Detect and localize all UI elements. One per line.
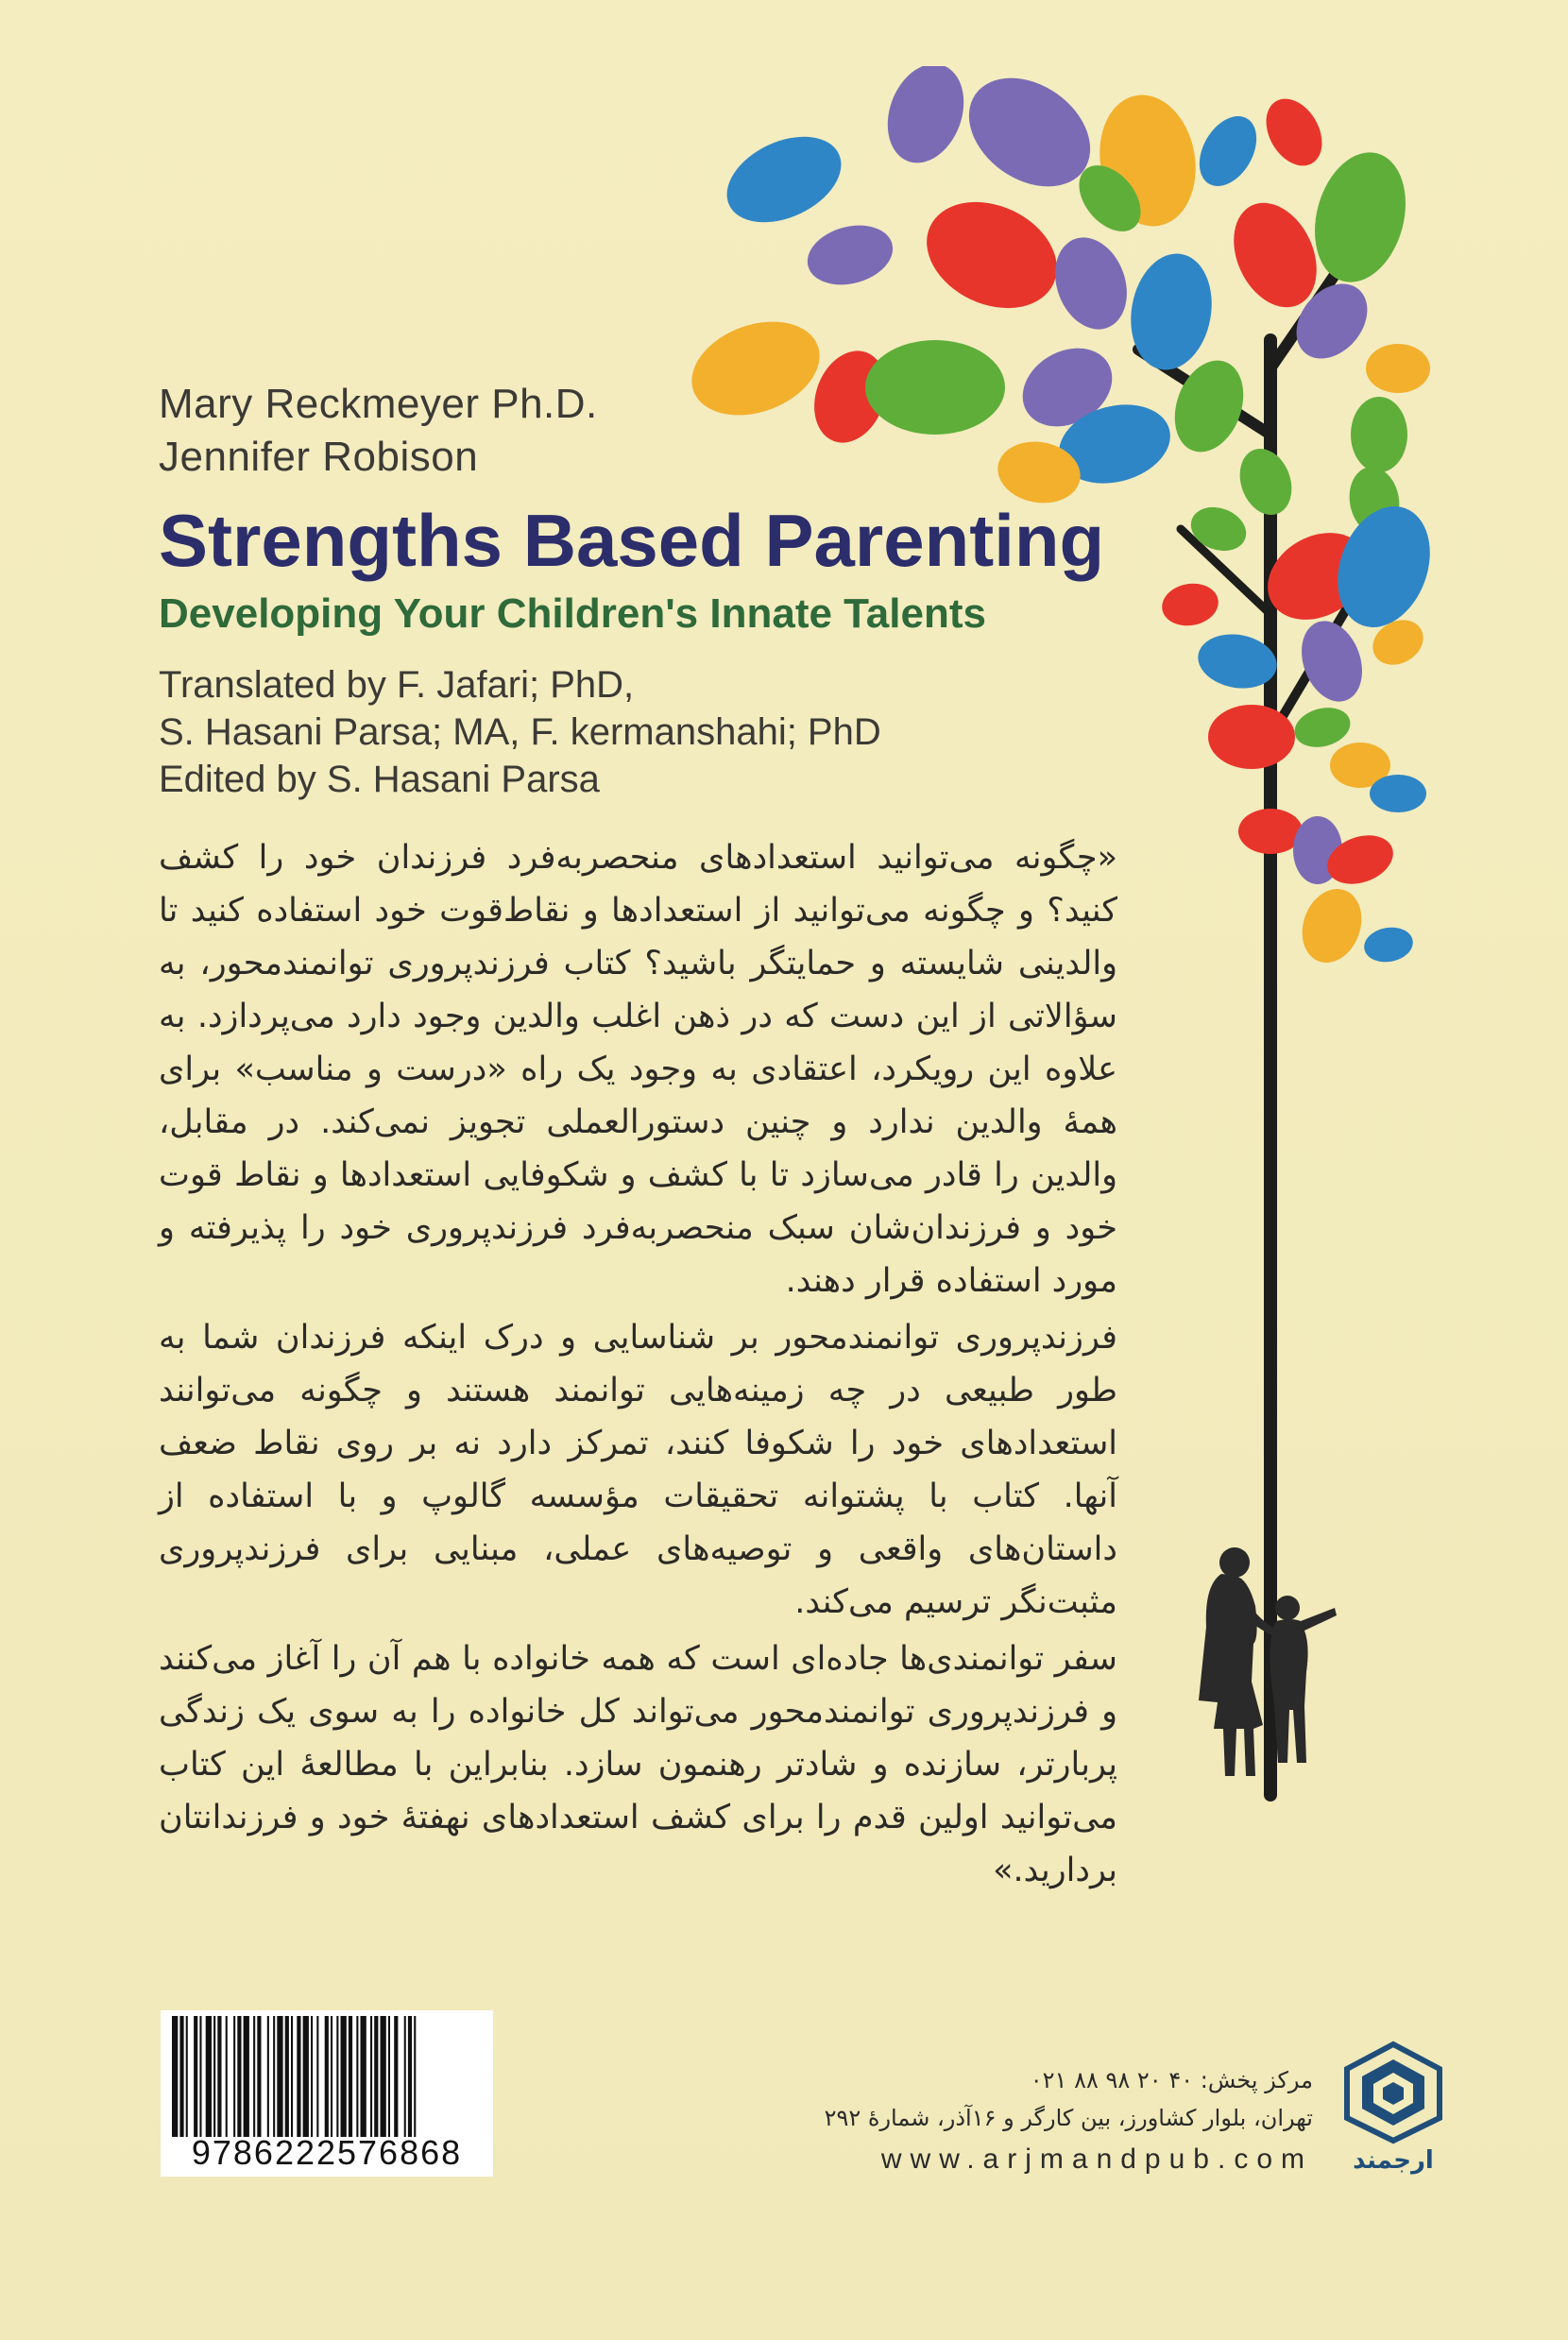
barcode-bar	[253, 2016, 255, 2137]
barcode-bar	[414, 2016, 416, 2137]
barcode-bar	[172, 2016, 178, 2137]
tree-leaf	[1370, 775, 1426, 812]
barcode-bar	[217, 2016, 221, 2137]
distribution-phone: مرکز پخش: ۴۰ ۲۰ ۹۸ ۸۸ ۰۲۱	[1030, 2067, 1313, 2093]
barcode-bar	[331, 2016, 332, 2137]
barcode-bar	[374, 2016, 378, 2137]
editor-line: Edited by S. Hasani Parsa	[159, 759, 600, 800]
barcode-bar	[233, 2016, 235, 2137]
tree-leaf	[875, 66, 977, 174]
barcode-bar	[388, 2016, 390, 2137]
tree-leaf	[1301, 142, 1419, 292]
publisher-website: www.arjmandpub.com	[880, 2144, 1313, 2175]
barcode-bar	[381, 2016, 386, 2137]
barcode-bar	[194, 2016, 197, 2137]
tree-leaf	[1366, 344, 1430, 393]
barcode-bar	[213, 2016, 215, 2137]
translator-line: S. Hasani Parsa; MA, F. kermanshahi; PhD	[159, 711, 881, 753]
barcode-bar	[394, 2016, 398, 2137]
tree-leaf	[1290, 702, 1355, 753]
book-title: Strengths Based Parenting	[159, 499, 1105, 582]
arjmand-logo-icon	[1341, 2041, 1445, 2144]
tree-leaf	[910, 181, 1074, 328]
barcode-bar	[349, 2016, 352, 2137]
tree-leaf	[1043, 228, 1139, 340]
barcode-bar	[237, 2016, 241, 2137]
blurb-paragraph: فرزندپروری توانمندمحور بر شناسایی و درک اینکه فرزندان شما به طور طبیعی در چه زمینه‌هایی توانمند هستند و چگونه می‌توانند استعدادهای خود را شکوفا کنند، تمرکز دارد نه بر روی نقاط ضعف آنها. کتاب با پشتوانه تحقیقات مؤسسه گالوپ و با استفاده از داستان‌های واقعی و توصیه‌های عملی، مبنایی برای فرزندپروری مثبت‌نگر ترسیم می‌کند.	[159, 1319, 1117, 1621]
barcode-bar	[244, 2016, 249, 2137]
book-subtitle: Developing Your Children's Innate Talents	[159, 590, 986, 637]
barcode-bar	[273, 2016, 275, 2137]
barcode-bar	[226, 2016, 228, 2137]
barcode-bar	[311, 2016, 313, 2137]
author-name: Mary Reckmeyer Ph.D.	[159, 381, 598, 427]
publisher-info	[661, 2061, 1313, 2180]
translator-line: Translated by F. Jafari; PhD,	[159, 664, 635, 706]
tree-leaf	[1208, 705, 1295, 769]
blurb-text	[159, 831, 1117, 1901]
tree-leaf	[713, 120, 855, 240]
tree-leaf	[1185, 500, 1252, 558]
barcode-bar	[316, 2016, 318, 2137]
barcode-bar	[285, 2016, 289, 2137]
tree-leaf	[1238, 809, 1303, 854]
barcode-icon	[168, 2016, 486, 2137]
tree-leaf	[1351, 397, 1407, 472]
tree-leaf	[801, 216, 899, 294]
barcode-bar	[179, 2016, 183, 2137]
tree-leaf	[1159, 579, 1222, 630]
tree-leaf	[1254, 89, 1333, 176]
blurb-paragraph: «چگونه می‌توانید استعدادهای منحصربه‌فرد فرزندان خود را کشف کنید؟ و چگونه می‌توانید از استعدادها و نقاط‌قوت خود استفاده کنید تا والدینی شایسته و حمایتگر باشید؟ کتاب فرزندپروری توانمندمحور، به سؤالاتی از این دست که در ذهن اغلب والدین وجود دارد می‌پردازد. به علاوه این رویکرد، اعتقادی به وجود یک راه «درست و مناسب» برای همهٔ والدین ندارد و چنین دستورالعملی تجویز نمی‌کند. در مقابل، والدین را قادر می‌سازد تا با کشف و شکوفایی استعدادها و نقاط قوت خود و فرزندان‌شان سبک منحصربه‌فرد فرزندپروری خود را پذیرفته و مورد استفاده قرار دهند.	[159, 839, 1117, 1300]
publisher-name: ارجمند	[1353, 2146, 1434, 2175]
barcode-bar	[303, 2016, 309, 2137]
translators-block	[159, 661, 1141, 803]
barcode-bar	[277, 2016, 282, 2137]
barcode-bar	[297, 2016, 300, 2137]
tree-leaf	[1231, 441, 1300, 521]
barcode-bar	[186, 2016, 188, 2137]
barcode-bar	[267, 2016, 269, 2137]
isbn-number: 9786222576868	[191, 2133, 463, 2172]
barcode-bar	[199, 2016, 201, 2137]
barcode-bar	[206, 2016, 212, 2137]
barcode-label	[161, 2010, 493, 2177]
tree-leaf	[1291, 612, 1372, 709]
barcode-bar	[341, 2016, 347, 2137]
tree-leaf	[1122, 248, 1220, 377]
barcode-bar	[291, 2016, 293, 2137]
barcode-bar	[336, 2016, 338, 2137]
blurb-paragraph: سفر توانمندی‌ها جاده‌ای است که همه خانواده با هم آن را آغاز می‌کنند و فرزندپروری توانمندمحور می‌تواند کل خانواده را به سوی یک زندگی پربارتر، سازنده و شادتر رهنمون سازد. بنابراین با مطالعهٔ این کتاب می‌توانید اولین قدم را برای کشف استعدادهای نهفتهٔ خود و فرزندانتان بردارید.»	[159, 1640, 1117, 1889]
credits-block	[159, 378, 1141, 803]
publisher-logo	[1337, 2041, 1450, 2192]
barcode-bar	[361, 2016, 366, 2137]
tree-leaf	[1187, 106, 1268, 196]
barcode-bar	[325, 2016, 329, 2137]
barcode-bar	[408, 2016, 412, 2137]
author-name: Jennifer Robison	[159, 434, 479, 480]
barcode-bar	[370, 2016, 372, 2137]
barcode-bar	[404, 2016, 406, 2137]
barcode-bar	[356, 2016, 358, 2137]
tree-leaf	[1292, 880, 1372, 971]
publisher-address: تهران، بلوار کشاورز، بین کارگر و ۱۶آذر، شمارهٔ ۲۹۲	[824, 2105, 1313, 2131]
barcode-bar	[257, 2016, 261, 2137]
mother-child-silhouette-icon	[1185, 1540, 1355, 1785]
tree-leaf	[1361, 924, 1415, 965]
